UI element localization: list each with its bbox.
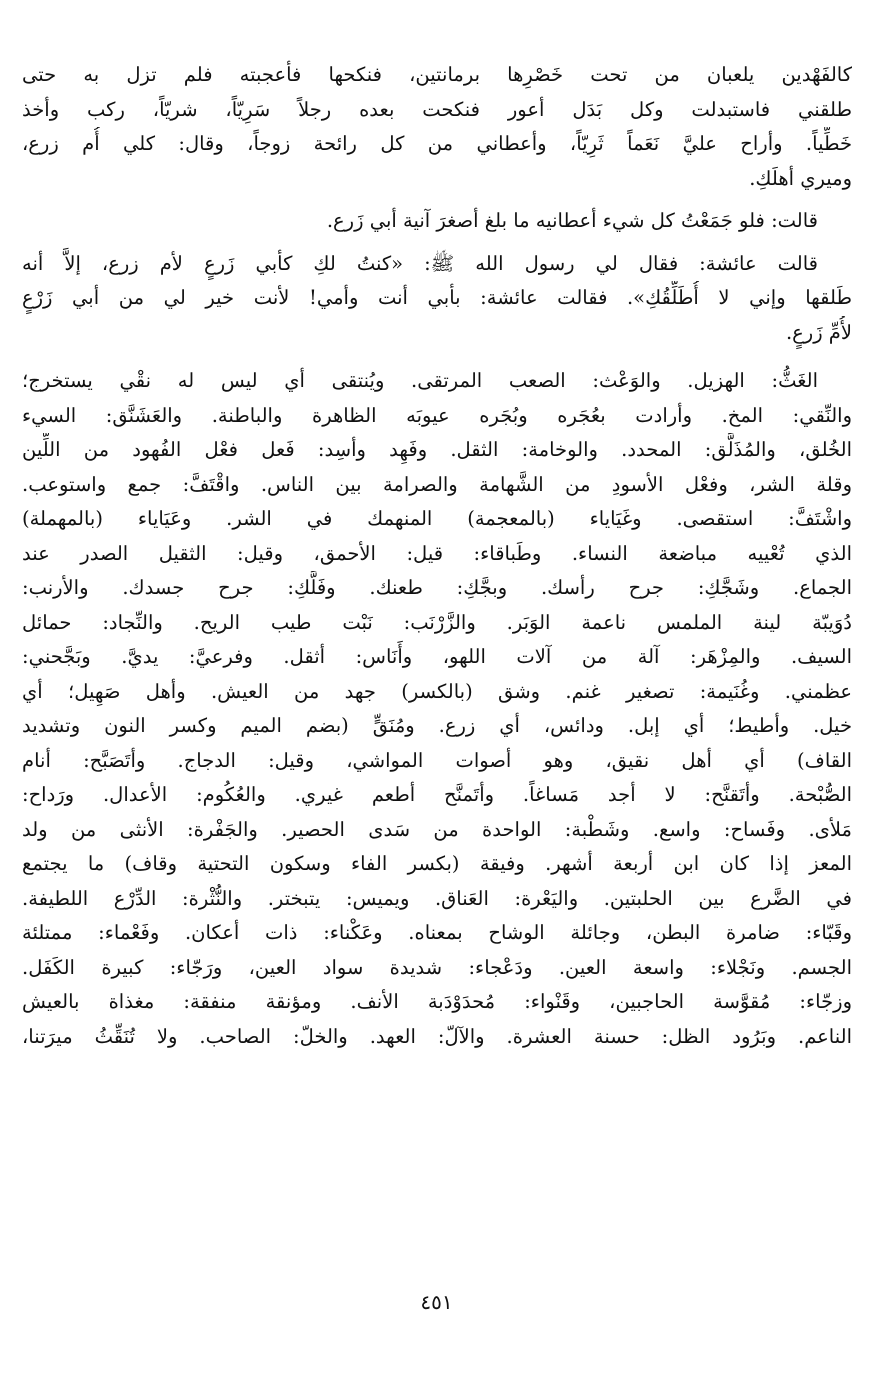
text-line: الناعم. وبَرُود الظل: حسنة العشرة. والآلّ: العهد. والخلّ: الصاحب. ولا تُنَقِّثُ ميرَتنا، [22,1024,852,1048]
text-line: خَطِّياً. وأراح عليَّ نَعَماً ثَرِيّاً، وأعطاني من كل رائحة زوجاً، وقال: كلي أُم زرع، [22,132,852,155]
text-line: عظمني. وغُنَيمة: تصغير غنم. وشق (بالكسر) جهد من العيش. وأهل صَهِيل؛ أي [22,679,852,703]
text-line: في الضَّرع بين الحلبتين. واليَعْرة: العَناق. ويميس: يتبختر. والنُّثْرة: الدِّرْع اللطيفة. [22,886,852,910]
text-line: طَلقها وإني لا أُطَلِّقُكِ». فقالت عائشة: بأبي أنت وأمي! لأنت خير لي من أبي زَرْعٍ [22,286,852,309]
text-line: والنِّقي: المخ. وأرادت بعُجَره وبُجَره عيوبَه الظاهرة والباطنة. والعَشَنَّق: السيء [22,403,852,427]
text-line: الصُّبْحة. وأتَقنَّح: لا أجد مَساغاً. وأتَمنَّح أطعم غيري. والعُكُوم: الأعدال. ورَداح: [22,783,852,806]
text-line: الذي تُعْييه مباضعة النساء. وطَباقاء: قيل: الأحمق، وقيل: الثقيل الصدر عند [22,541,852,565]
text-line: دُوَيبّة لينة الملمس ناعمة الوَبَر. والزَّرْنَب: نَبْت طيب الريح. والنِّجاد: حمائل [22,610,852,634]
text-line: وقَبّاء: ضامرة البطن، وجائلة الوشاح بمعناه. وعَكْناء: ذات أعكان. وفَعْماء: ممتلئة [22,921,852,944]
text-line: كالفَهْدين يلعبان من تحت خَصْرِها برمانتين، فنكحها فأعجبته فلم تزل به حتى [22,63,852,86]
page-number: ٤٥١ [420,1290,453,1314]
text-line: القاف) أي أهل نقيق، وهو أصوات المواشي، وقيل: الدجاج. وأتَصَبَّح: أنام [22,748,852,772]
text-line: وميري أهلَكِ. [749,166,852,190]
text-line: وقلة الشر، وفعْل الأسودِ من الشَّهامة والصرامة بين الناس. واقْتَفَّ: جمع واستوعب. [22,472,852,496]
text-line: قالت عائشة: فقال لي رسول الله ﷺ: «كنتُ لكِ كأبي زَرعٍ لأم زرع، إلاَّ أنه [22,251,818,275]
text-line: السيف. والمِزْهَر: آلة من آلات اللهو، وأَنَاس: أثقل. وفرعيَّ: يديَّ. وبَجَّحني: [22,645,852,668]
text-line: الجماع. وشَجَّكِ: جرح رأسك. وبجَّكِ: طعنك. وفَلَّكِ: جرح جسدك. والأرنب: [22,576,852,599]
text-line: الجسم. ونَجْلاء: واسعة العين. ودَعْجاء: شديدة سواد العين، ورَجّاء: كبيرة الكَفَل. [22,955,852,979]
text-line: طلقني فاستبدلت وكل بَدَل أعور فنكحت بعده رجلاً سَرِيّاً، شريّاً، ركب وأخذ [22,97,852,121]
paragraph-gap [22,239,852,247]
glossary-paragraph [22,364,852,1054]
page-body [22,58,852,1054]
paragraph-gap [22,196,852,204]
text-line: وزجّاء: مُقوَّسة الحاجبين، وقَنْواء: مُحدَوْدَبة الأنف. ومؤنقة منفقة: مغذاة بالعيش [22,990,852,1013]
text-line: واشْتَفَّ: استقصى. وغَيَاياء (بالمعجمة) المنهمك في الشر. وعَيَاياء (بالمهملة) [22,507,852,530]
text-line: قالت: فلو جَمَعْتُ كل شيء أعطانيه ما بلغ أصغرَ آنية أبي زَرع. [326,209,818,232]
story-paragraph [22,58,852,196]
text-line: المعز إذا كان ابن أربعة أشهر. وفيقة (بكسر الفاء وسكون التحتية وقاف) ما يجتمع [22,852,852,875]
text-line: لأُمِّ زَرعٍ. [785,320,852,344]
paragraph-gap [22,350,852,364]
text-line: مَلأى. وفَساح: واسع. وشَطْبة: الواحدة من سَدى الحصير. والجَفْرة: الأنثى من ولد [22,817,852,841]
quote-paragraph [22,204,852,239]
text-line: الخُلق، والمُذَلَّق: المحدد. والوخامة: الثقل. وفَهِد وأسِد: فَعل فعْل الفُهود من اللِّين [22,438,852,461]
text-line: الغَثُّ: الهزيل. والوَعْث: الصعب المرتقى. ويُنتقى أي ليس له نقْي يستخرج؛ [22,369,818,392]
text-line: خيل. وأطيط؛ أي إبل. ودائس، أي زرع. ومُنَقٍّ (بضم الميم وكسر النون وتشديد [22,714,852,737]
aisha-paragraph [22,247,852,351]
